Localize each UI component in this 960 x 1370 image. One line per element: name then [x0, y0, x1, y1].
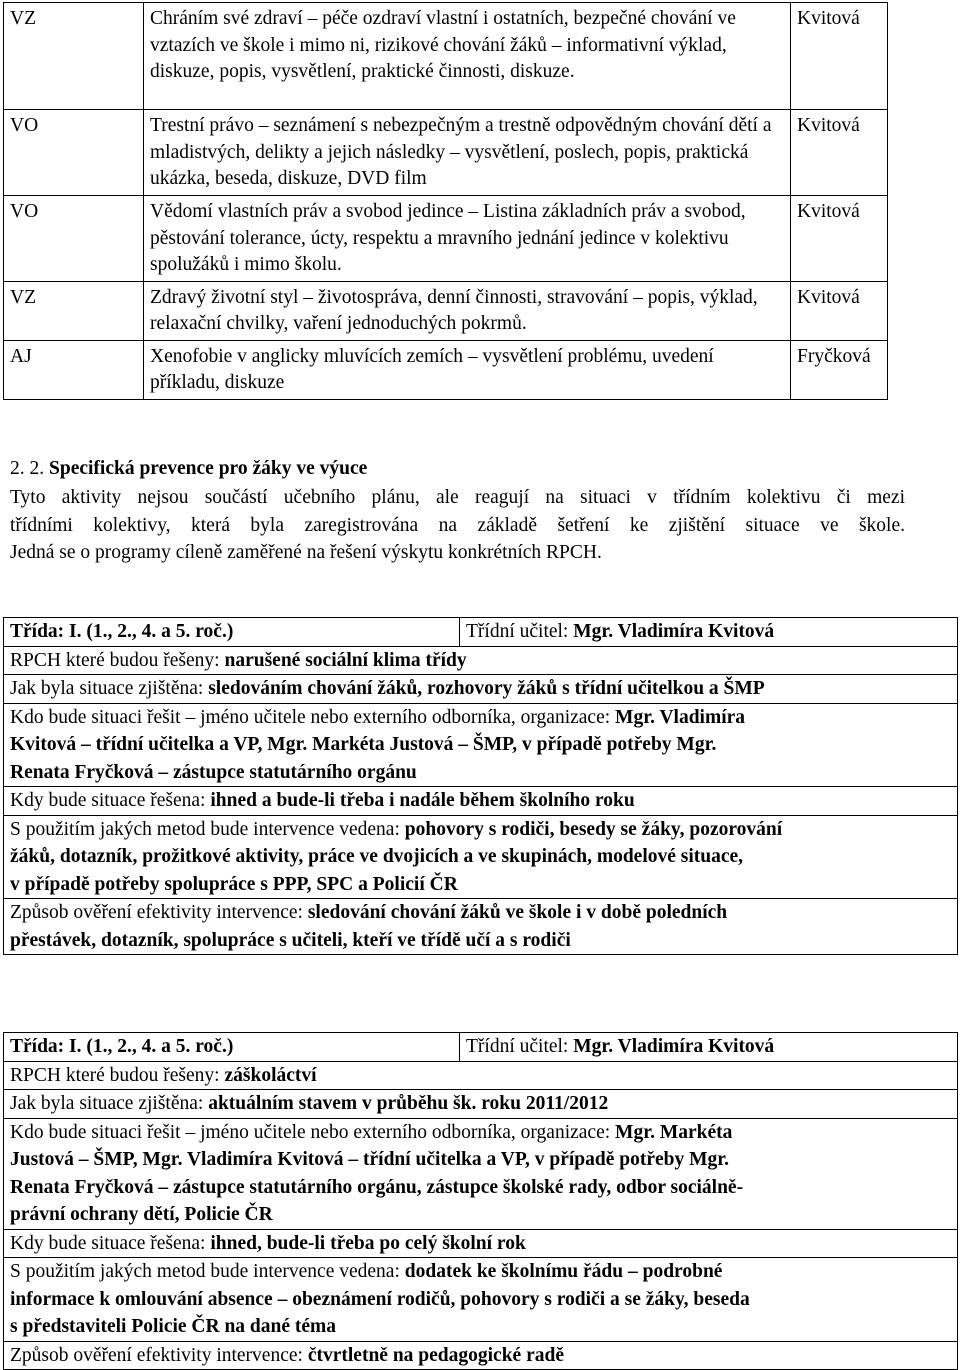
table-row [4, 3, 888, 110]
subject-cell: VZ [4, 3, 144, 110]
subject-cell: VO [4, 196, 144, 282]
methods-value: dodatek ke školnímu řádu – podrobné [405, 1261, 723, 1282]
table-row [4, 110, 888, 196]
case-box-2 [3, 1032, 958, 1370]
methods-line [10, 816, 951, 844]
teacher-cell: Fryčková [791, 340, 888, 399]
verify-line [10, 899, 951, 927]
activity-cell: Xenofobie v anglicky mluvících zemích – vysvětlení problému, uvedení příkladu, diskuze [144, 340, 791, 399]
methods-label: S použitím jakých metod bude intervence vedena: [10, 1261, 405, 1282]
section-title: Specifická prevence pro žáky ve výuce [49, 458, 367, 479]
teacher-value: Mgr. Vladimíra Kvitová [573, 621, 774, 642]
who-value: Mgr. Markéta [615, 1122, 732, 1143]
methods-value: žáků, dotazník, prožitkové aktivity, práce ve dvojicích a ve skupinách, modelové situace, [10, 843, 951, 871]
section-number: 2. 2. [10, 458, 44, 479]
who-value: Justová – ŠMP, Mgr. Vladimíra Kvitová – třídní učitelka a VP, v případě potřeby Mgr. [10, 1146, 951, 1174]
who-value: Kvitová – třídní učitelka a VP, Mgr. Markéta Justová – ŠMP, v případě potřeby Mgr. [10, 731, 951, 759]
class-teacher [460, 618, 957, 646]
paragraph-line: třídními kolektivy, která byla zaregistrována na základě šetření ke zjištění situace ve škole. [10, 512, 905, 540]
when-row [3, 1230, 958, 1259]
rpch-row [3, 647, 958, 676]
teacher-cell: Kvitová [791, 3, 888, 110]
who-row [3, 1119, 958, 1230]
section-heading [10, 455, 930, 483]
found-row [3, 1090, 958, 1119]
class-label: Třída: I. (1., 2., 4. a 5. roč.) [4, 1033, 460, 1061]
when-label: Kdy bude situace řešena: [10, 790, 210, 811]
verify-row [3, 899, 958, 955]
rpch-value: záškoláctví [224, 1065, 316, 1086]
found-value: aktuálním stavem v průběhu šk. roku 2011/2012 [208, 1093, 608, 1114]
class-teacher [460, 1033, 957, 1061]
table-row [4, 281, 888, 340]
activity-cell: Trestní právo – seznámení s nebezpečným a trestně odpovědným chování dětí a mladistvých, delikty a jejich následky – vysvětlení, poslech, popis, praktická ukázka, beseda, diskuze, DVD film [144, 110, 791, 196]
rpch-label: RPCH které budou řešeny: [10, 1065, 224, 1086]
teacher-cell: Kvitová [791, 110, 888, 196]
found-value: sledováním chování žáků, rozhovory žáků s třídní učitelkou a ŠMP [208, 678, 765, 699]
verify-value: čtvrtletně na pedagogické radě [308, 1345, 564, 1366]
activity-cell: Zdravý životní styl – životospráva, denní činnosti, stravování – popis, výklad, relaxační chvilky, vaření jednoduchých pokrmů. [144, 281, 791, 340]
section-paragraph [10, 484, 905, 567]
subject-cell: VO [4, 110, 144, 196]
activities-table [3, 2, 888, 400]
methods-row [3, 816, 958, 900]
rpch-value: narušené sociální klima třídy [224, 650, 466, 671]
teacher-value: Mgr. Vladimíra Kvitová [573, 1036, 774, 1057]
rpch-label: RPCH které budou řešeny: [10, 650, 224, 671]
methods-row [3, 1258, 958, 1342]
methods-label: S použitím jakých metod bude intervence vedena: [10, 819, 405, 840]
found-label: Jak byla situace zjištěna: [10, 1093, 208, 1114]
case-box-1 [3, 617, 958, 955]
teacher-cell: Kvitová [791, 196, 888, 282]
table-row [4, 340, 888, 399]
methods-value: s představiteli Policie ČR na dané téma [10, 1313, 951, 1341]
found-label: Jak byla situace zjištěna: [10, 678, 208, 699]
teacher-cell: Kvitová [791, 281, 888, 340]
when-value: ihned, bude-li třeba po celý školní rok [210, 1233, 526, 1254]
methods-value: v případě potřeby spolupráce s PPP, SPC a Policií ČR [10, 871, 951, 899]
who-row [3, 704, 958, 788]
verify-value: sledování chování žáků ve škole i v době poledních [308, 902, 727, 923]
who-value: Renata Fryčková – zástupce statutárního orgánu, zástupce školské rady, odbor sociálně- [10, 1174, 951, 1202]
who-value: Renata Fryčková – zástupce statutárního orgánu [10, 759, 951, 787]
class-label: Třída: I. (1., 2., 4. a 5. roč.) [4, 618, 460, 646]
who-value: právní ochrany dětí, Policie ČR [10, 1201, 951, 1229]
found-row [3, 675, 958, 704]
when-row [3, 787, 958, 816]
methods-value: informace k omlouvání absence – obeznámení rodičů, pohovory s rodiči a se žáky, beseda [10, 1286, 951, 1314]
who-label: Kdo bude situaci řešit – jméno učitele nebo externího odborníka, organizace: [10, 707, 615, 728]
activity-cell: Vědomí vlastních práv a svobod jedince – Listina základních práv a svobod, pěstování tolerance, úcty, respektu a mravního jednání jedince v kolektivu spolužáků i mimo školu. [144, 196, 791, 282]
paragraph-line: Tyto aktivity nejsou součástí učebního plánu, ale reagují na situaci v třídním kolektivu či mezi [10, 484, 905, 512]
case-header [3, 618, 958, 647]
activity-cell: Chráním své zdraví – péče ozdraví vlastní i ostatních, bezpečné chování ve vztazích ve škole i mimo ni, rizikové chování žáků – informativní výklad, diskuze, popis, vysvětlení, praktické činnosti, diskuze. [144, 3, 791, 110]
who-line [10, 1119, 951, 1147]
when-value: ihned a bude-li třeba i nadále během školního roku [210, 790, 634, 811]
subject-cell: AJ [4, 340, 144, 399]
methods-line [10, 1258, 951, 1286]
table-row [4, 196, 888, 282]
rpch-row [3, 1062, 958, 1091]
case-header [3, 1033, 958, 1062]
who-label: Kdo bude situaci řešit – jméno učitele nebo externího odborníka, organizace: [10, 1122, 615, 1143]
paragraph-line: Jedná se o programy cíleně zaměřené na řešení výskytu konkrétních RPCH. [10, 539, 905, 567]
verify-label: Způsob ověření efektivity intervence: [10, 1345, 308, 1366]
teacher-label: Třídní učitel: [466, 1036, 573, 1057]
verify-row [3, 1342, 958, 1370]
who-line [10, 704, 951, 732]
methods-value: pohovory s rodiči, besedy se žáky, pozorování [405, 819, 782, 840]
who-value: Mgr. Vladimíra [615, 707, 745, 728]
when-label: Kdy bude situace řešena: [10, 1233, 210, 1254]
subject-cell: VZ [4, 281, 144, 340]
verify-label: Způsob ověření efektivity intervence: [10, 902, 308, 923]
verify-value: přestávek, dotazník, spolupráce s učiteli, kteří ve třídě učí a s rodiči [10, 927, 951, 955]
teacher-label: Třídní učitel: [466, 621, 573, 642]
